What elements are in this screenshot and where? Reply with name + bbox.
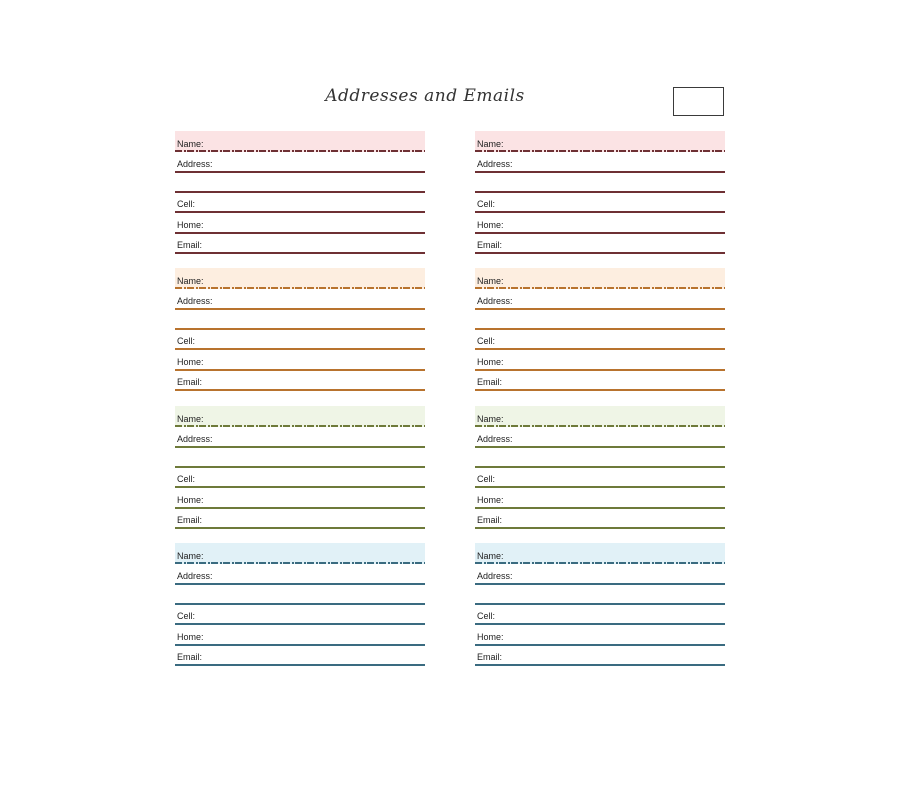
name-label: Name: <box>177 276 204 287</box>
cell-label: Cell: <box>477 473 496 484</box>
email-row[interactable] <box>475 371 725 391</box>
email-row[interactable] <box>475 234 725 254</box>
contact-entry <box>475 131 725 254</box>
contact-entry <box>175 131 425 254</box>
cell-label: Cell: <box>477 199 496 209</box>
cell-label: Cell: <box>177 199 196 209</box>
email-row[interactable] <box>475 646 725 666</box>
name-row[interactable] <box>175 543 425 564</box>
home-label: Home: <box>477 357 504 368</box>
blank-corner-box <box>673 87 724 116</box>
address-label: Address: <box>177 296 213 307</box>
email-label: Email: <box>477 377 503 388</box>
cell-row[interactable] <box>175 330 425 350</box>
cell-label: Cell: <box>477 610 496 621</box>
address-line-2[interactable] <box>475 448 725 468</box>
name-row[interactable] <box>175 131 425 152</box>
home-label: Home: <box>477 494 504 505</box>
address-row[interactable] <box>175 152 425 173</box>
name-row[interactable] <box>475 406 725 427</box>
address-line-2[interactable] <box>175 310 425 330</box>
address-line-2[interactable] <box>175 173 425 193</box>
home-label: Home: <box>177 494 204 505</box>
address-row[interactable] <box>475 427 725 448</box>
home-row[interactable] <box>175 350 425 371</box>
contact-entry <box>475 268 725 391</box>
address-label: Address: <box>177 433 213 444</box>
address-label: Address: <box>477 570 513 581</box>
name-row[interactable] <box>475 268 725 289</box>
email-label: Email: <box>477 514 503 525</box>
home-label: Home: <box>177 631 204 642</box>
email-label: Email: <box>477 240 503 250</box>
address-label: Address: <box>177 570 213 581</box>
home-label: Home: <box>477 220 504 230</box>
home-label: Home: <box>177 357 204 368</box>
email-label: Email: <box>477 651 503 662</box>
email-label: Email: <box>177 240 203 250</box>
email-row[interactable] <box>475 509 725 529</box>
name-label: Name: <box>477 276 504 287</box>
name-label: Name: <box>177 550 204 561</box>
address-line-2[interactable] <box>175 448 425 468</box>
right-column <box>475 131 725 680</box>
name-label: Name: <box>477 550 504 561</box>
address-line-2[interactable] <box>475 310 725 330</box>
address-label: Address: <box>177 159 213 169</box>
cell-row[interactable] <box>475 468 725 488</box>
home-label: Home: <box>177 220 204 230</box>
address-row[interactable] <box>475 564 725 585</box>
home-row[interactable] <box>475 350 725 371</box>
cell-row[interactable] <box>475 605 725 625</box>
address-label: Address: <box>477 433 513 444</box>
address-line-2[interactable] <box>175 585 425 605</box>
email-row[interactable] <box>175 646 425 666</box>
address-label: Address: <box>477 159 513 169</box>
cell-row[interactable] <box>175 468 425 488</box>
contact-entry <box>175 543 425 666</box>
name-label: Name: <box>177 413 204 424</box>
name-row[interactable] <box>175 406 425 427</box>
page-title: Addresses and Emails <box>325 86 525 106</box>
name-label: Name: <box>477 139 504 149</box>
home-row[interactable] <box>475 213 725 234</box>
cell-label: Cell: <box>177 610 196 621</box>
address-row[interactable] <box>475 289 725 310</box>
name-label: Name: <box>177 139 204 149</box>
cell-row[interactable] <box>475 330 725 350</box>
address-row[interactable] <box>175 427 425 448</box>
cell-label: Cell: <box>177 473 196 484</box>
name-row[interactable] <box>175 268 425 289</box>
email-row[interactable] <box>175 234 425 254</box>
address-row[interactable] <box>175 564 425 585</box>
address-label: Address: <box>477 296 513 307</box>
address-row[interactable] <box>475 152 725 173</box>
home-row[interactable] <box>475 488 725 509</box>
cell-row[interactable] <box>475 193 725 213</box>
cell-row[interactable] <box>175 193 425 213</box>
email-row[interactable] <box>175 371 425 391</box>
cell-row[interactable] <box>175 605 425 625</box>
contact-entry <box>175 268 425 391</box>
cell-label: Cell: <box>177 336 196 347</box>
home-row[interactable] <box>175 625 425 646</box>
email-label: Email: <box>177 377 203 388</box>
email-row[interactable] <box>175 509 425 529</box>
contact-entry <box>475 543 725 666</box>
home-row[interactable] <box>475 625 725 646</box>
name-row[interactable] <box>475 131 725 152</box>
cell-label: Cell: <box>477 336 496 347</box>
name-row[interactable] <box>475 543 725 564</box>
email-label: Email: <box>177 514 203 525</box>
address-line-2[interactable] <box>475 173 725 193</box>
home-row[interactable] <box>175 488 425 509</box>
name-label: Name: <box>477 413 504 424</box>
email-label: Email: <box>177 651 203 662</box>
address-row[interactable] <box>175 289 425 310</box>
home-label: Home: <box>477 631 504 642</box>
address-line-2[interactable] <box>475 585 725 605</box>
contact-entry <box>475 406 725 529</box>
contact-entry <box>175 406 425 529</box>
left-column <box>175 131 425 680</box>
home-row[interactable] <box>175 213 425 234</box>
